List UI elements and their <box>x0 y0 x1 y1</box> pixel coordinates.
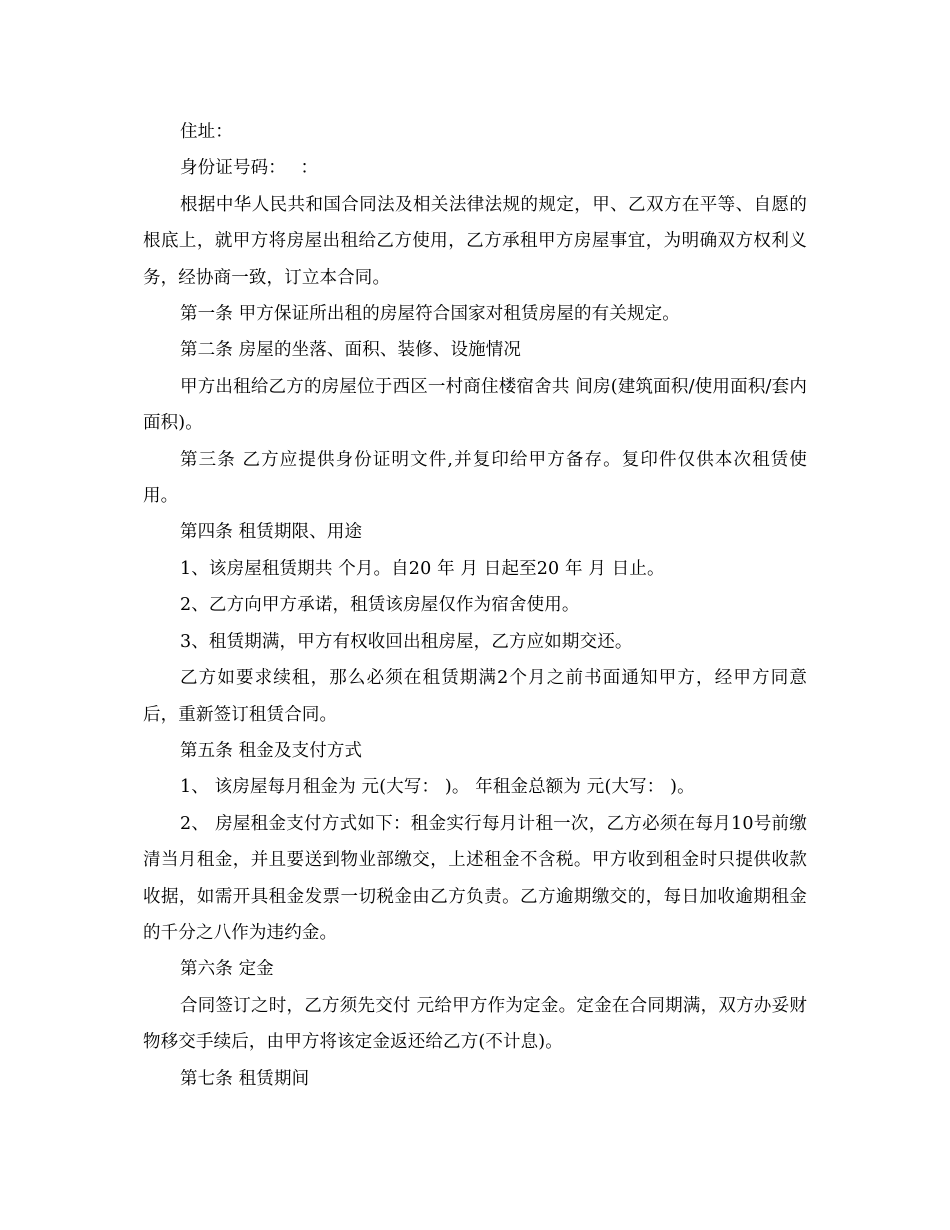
article-2-body: 甲方出租给乙方的房屋位于西区一村商住楼宿舍共 间房(建筑面积/使用面积/套内面积)。 <box>143 376 807 434</box>
article-7-heading: 第七条 租赁期间 <box>180 1068 310 1089</box>
article-4-item-3: 3、租赁期满，甲方有权收回出租房屋，乙方应如期交还。 <box>180 631 633 652</box>
article-5-item-2: 2、 房屋租金支付方式如下：租金实行每月计租一次，乙方必须在每月10号前缴清当月租金，并且要送到物业部缴交，上述租金不含税。甲方收到租金时只提供收款收据，如需开具租金发票一切税金由乙方负责。乙方逾期缴交的，每日加收逾期租金的千分之八作为违约金。 <box>143 813 807 943</box>
article-6-body: 合同签订之时，乙方须先交付 元给甲方作为定金。定金在合同期满，双方办妥财物移交手续后，由甲方将该定金返还给乙方(不计息)。 <box>143 995 807 1053</box>
id-number-line: 身份证号码： ： <box>180 158 319 179</box>
renewal-paragraph: 乙方如要求续租，那么必须在租赁期满2个月之前书面通知甲方，经甲方同意后，重新签订租赁合同。 <box>143 668 807 725</box>
article-5-heading: 第五条 租金及支付方式 <box>180 740 363 761</box>
document-body <box>143 114 807 1097</box>
article-2-heading: 第二条 房屋的坐落、面积、装修、设施情况 <box>180 340 522 361</box>
article-4-heading: 第四条 租赁期限、用途 <box>180 522 363 543</box>
article-3-body: 第三条 乙方应提供身份证明文件,并复印给甲方备存。复印件仅供本次租赁使用。 <box>143 449 807 507</box>
article-4-item-2: 2、乙方向甲方承诺，租赁该房屋仅作为宿舍使用。 <box>180 595 580 616</box>
article-4-item-1: 1、该房屋租赁期共 个月。自20 年 月 日起至20 年 月 日止。 <box>180 558 665 579</box>
article-6-heading: 第六条 定金 <box>180 959 274 980</box>
article-5-item-1: 1、 该房屋每月租金为 元(大写： )。 年租金总额为 元(大写： )。 <box>180 777 695 798</box>
preamble-paragraph: 根据中华人民共和国合同法及相关法律法规的规定，甲、乙双方在平等、自愿的根底上，就甲方将房屋出租给乙方使用，乙方承租甲方房屋事宜，为明确双方权利义务，经协商一致，订立本合同。 <box>143 194 807 288</box>
address-line: 住址： <box>180 122 233 142</box>
article-1-heading: 第一条 甲方保证所出租的房屋符合国家对租赁房屋的有关规定。 <box>180 304 680 325</box>
